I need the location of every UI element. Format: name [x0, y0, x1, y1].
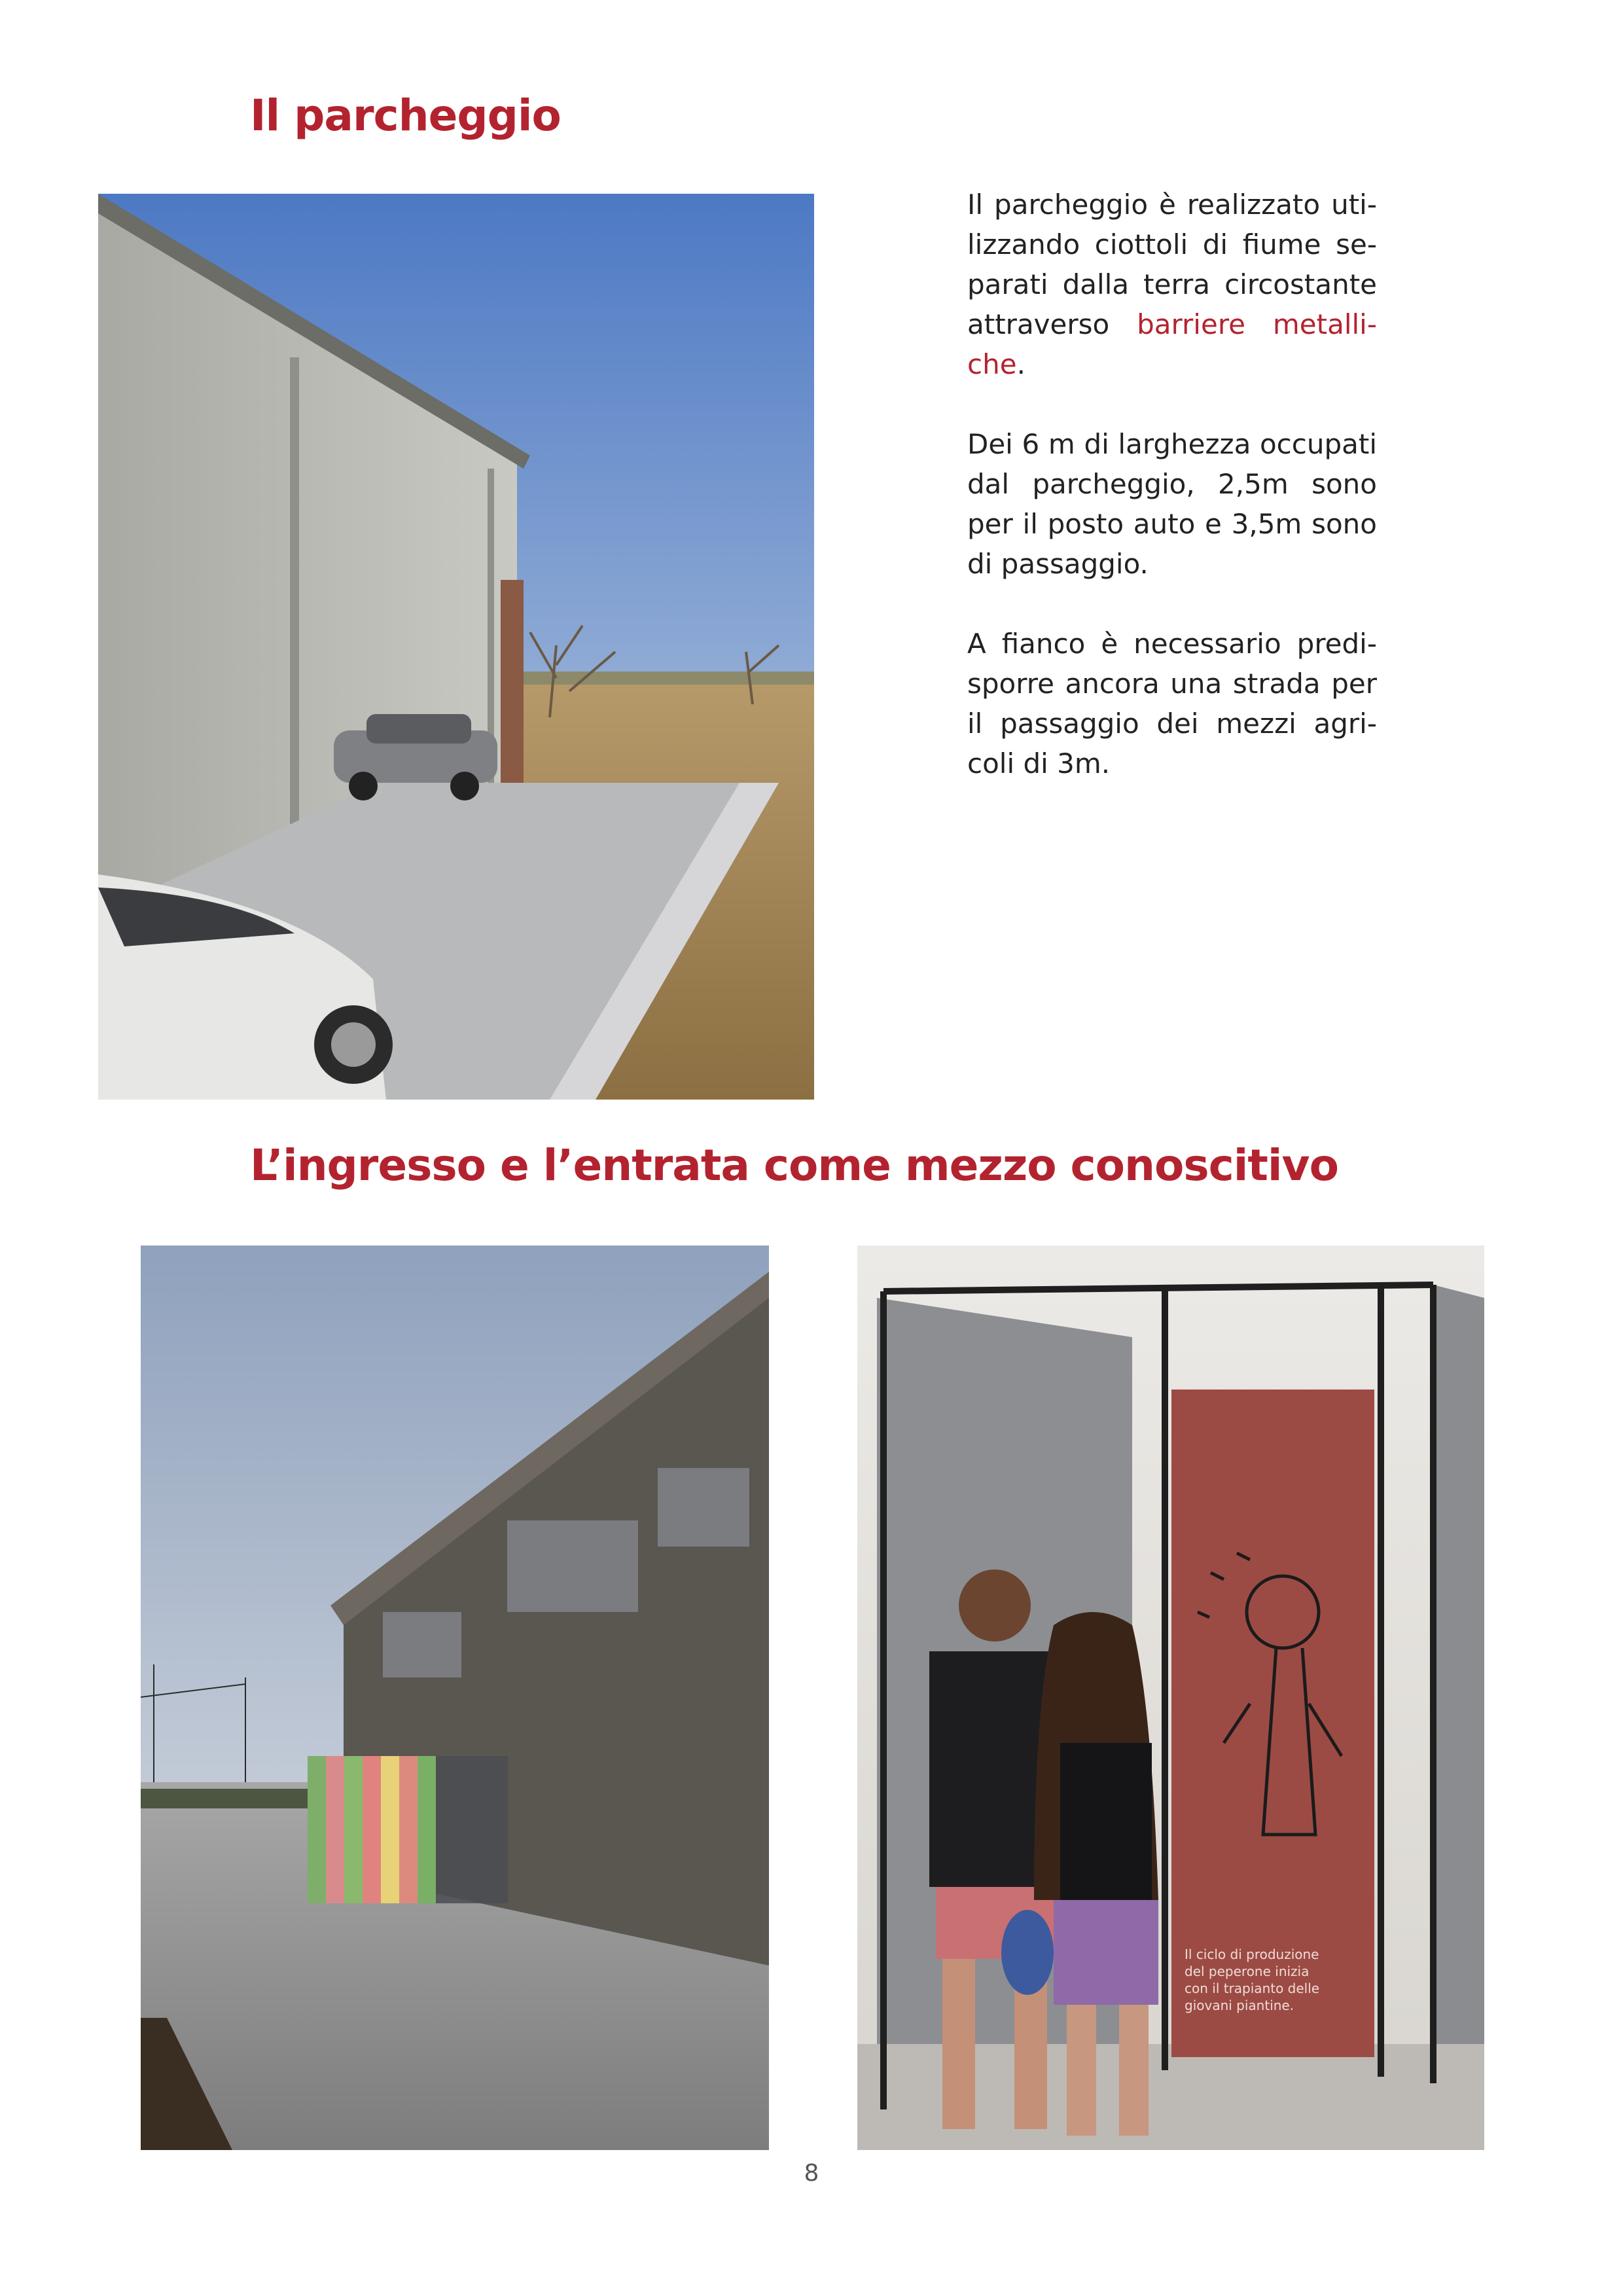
- banner-caption: Il ciclo di produzione del peperone inizia con il trapianto delle giovani piantine.: [1185, 1946, 1320, 2013]
- entrance-visitors-render-image: [857, 1246, 1484, 2150]
- section-title-parking: Il parcheggio: [250, 90, 561, 141]
- paragraph-2: Dei 6 m di larghezza occupati dal parcheggio, 2,5m sono per il posto auto e 3,5m sono di passaggio.: [967, 428, 1377, 580]
- entrance-render-image: [141, 1246, 769, 2150]
- parking-render-image: [98, 194, 814, 1100]
- paragraph-1: Il parcheggio è realizzato utilizzando ciottoli di fiume separati dalla terra circostante attraverso barriere metalliche.: [967, 188, 1377, 380]
- highlight-barriers: barriere metalliche: [967, 308, 1377, 380]
- page-number: 8: [804, 2160, 819, 2187]
- paragraph-3: A fianco è necessario predisporre ancora una strada per il passaggio dei mezzi agricoli di 3m.: [967, 628, 1377, 780]
- section-title-entrance: L’ingresso e l’entrata come mezzo conoscitivo: [250, 1140, 1338, 1191]
- parking-description: [967, 185, 1377, 823]
